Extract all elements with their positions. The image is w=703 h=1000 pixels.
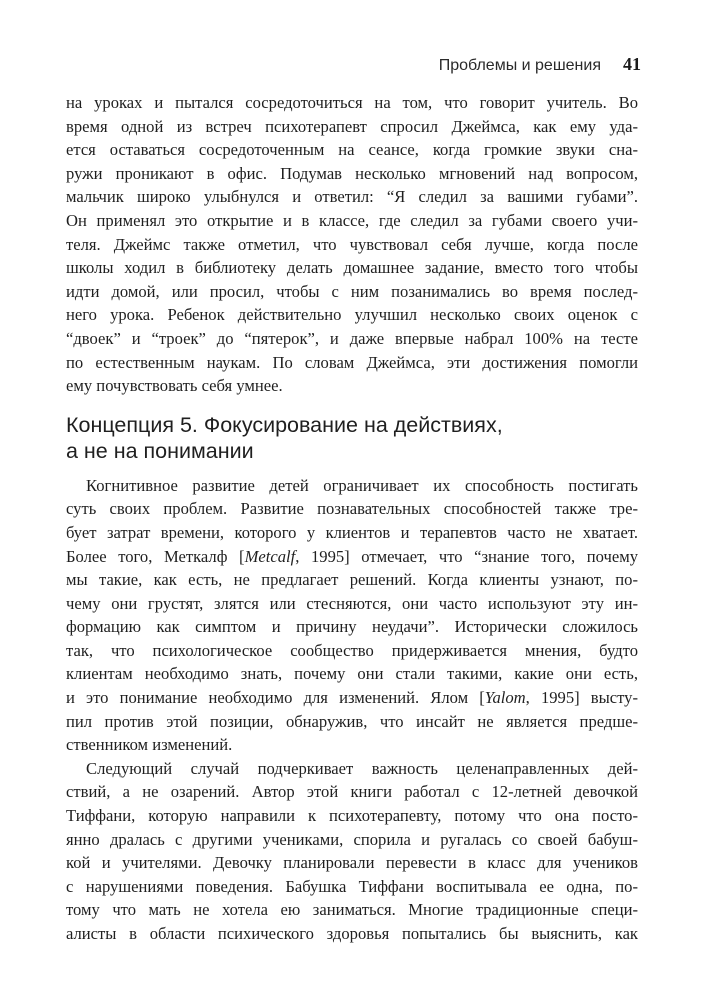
text-line: суть своих проблем. Развитие познавательных способностей также тре- xyxy=(66,499,638,519)
text-line: ружи проникают в офис. Подумав несколько мгновений над вопросом, xyxy=(66,163,638,183)
section-heading-line: а не на понимании xyxy=(66,438,254,463)
text-line: мальчик широко улыбнулся и ответил: “Я следил за вашими губами”. xyxy=(66,187,638,207)
text-line: тому что мать не хотела ею заниматься. Многие традиционные специ- xyxy=(66,900,638,920)
text-line: Следующий случай подчеркивает важность целенаправленных дей- xyxy=(86,758,638,778)
text-line: ственником изменений. xyxy=(66,735,233,755)
text-line: формацию как симптом и причину неудачи”. Исторически сложилось xyxy=(66,617,638,637)
text-line: бует затрат времени, которого у клиентов и терапевтов часто не хватает. xyxy=(66,522,638,542)
text-line: Тиффани, которую направили к психотерапевту, потому что она посто- xyxy=(66,806,638,826)
text-line: идти домой, или просил, чтобы с ним позанимались во время послед- xyxy=(66,281,638,301)
text-line: с нарушениями поведения. Бабушка Тиффани воспитывала ее одна, по- xyxy=(66,876,638,896)
text-line: него урока. Ребенок действительно улучшил несколько своих оценок с xyxy=(66,305,638,325)
text-line: по естественным наукам. По словам Джеймса, эти достижения помогли xyxy=(66,352,638,372)
page-number: 41 xyxy=(623,54,641,74)
paragraph xyxy=(66,757,638,946)
text-line-with-citation: Более того, Меткалф [Metcalf, 1995] отмечает, что “знание того, почему xyxy=(66,546,638,566)
text-line: ется оставаться сосредоточенным на сеансе, когда громкие звуки сна- xyxy=(66,140,638,160)
text-line: ему почувствовать себя умнее. xyxy=(66,376,283,396)
text-line: теля. Джеймс также отметил, что чувствовал себя лучше, когда после xyxy=(66,234,638,254)
citation-author: Yalom xyxy=(484,688,526,708)
text-line: Он применял это открытие и в классе, где следил за губами своего учи- xyxy=(66,210,638,230)
text-line: пил против этой позиции, обнаружив, что инсайт не является предше- xyxy=(66,711,638,731)
body-text xyxy=(66,91,638,946)
text-line: “двоек” и “троек” до “пятерок”, и даже впервые набрал 100% на тесте xyxy=(66,328,638,348)
section-heading-line: Концепция 5. Фокусирование на действиях, xyxy=(66,412,503,437)
text-line: ствий, а не озарений. Автор этой книги работал с 12-летней девочкой xyxy=(66,782,638,802)
paragraph xyxy=(66,474,638,757)
text-line: так, что психологическое сообщество придерживается мнения, будто xyxy=(66,640,638,660)
text-line: клиентам необходимо знать, почему они стали такими, какие они есть, xyxy=(66,664,638,684)
text-line: мы такие, как есть, не предлагает решений. Когда клиенты узнают, по- xyxy=(66,570,638,590)
text-line: янно дралась с другими учениками, спорила и ругалась со своей бабуш- xyxy=(66,829,638,849)
text-line: школы ходил в библиотеку делать домашнее задание, вместо того чтобы xyxy=(66,258,638,278)
citation-author: Metcalf xyxy=(244,546,296,566)
section-heading xyxy=(66,412,638,464)
text-line: алисты в области психического здоровья попытались бы выяснить, как xyxy=(66,924,638,943)
text-line: на уроках и пытался сосредоточиться на том, что говорит учитель. Во xyxy=(66,93,638,112)
text-line: время одной из встреч психотерапевт спросил Джеймса, как ему уда- xyxy=(66,116,638,136)
text-line-with-citation: и это понимание необходимо для изменений. Ялом [Yalom, 1995] высту- xyxy=(66,688,638,708)
paragraph-continuation xyxy=(66,91,638,398)
text-line: чему они грустят, злятся или стесняются, они часто используют эту ин- xyxy=(66,593,638,613)
text-line: Когнитивное развитие детей ограничивает их способность постигать xyxy=(86,475,638,495)
running-header-title: Проблемы и решения xyxy=(438,57,601,74)
text-line: кой и учителями. Девочку планировали перевести в класс для учеников xyxy=(66,853,638,873)
running-header xyxy=(66,54,641,75)
